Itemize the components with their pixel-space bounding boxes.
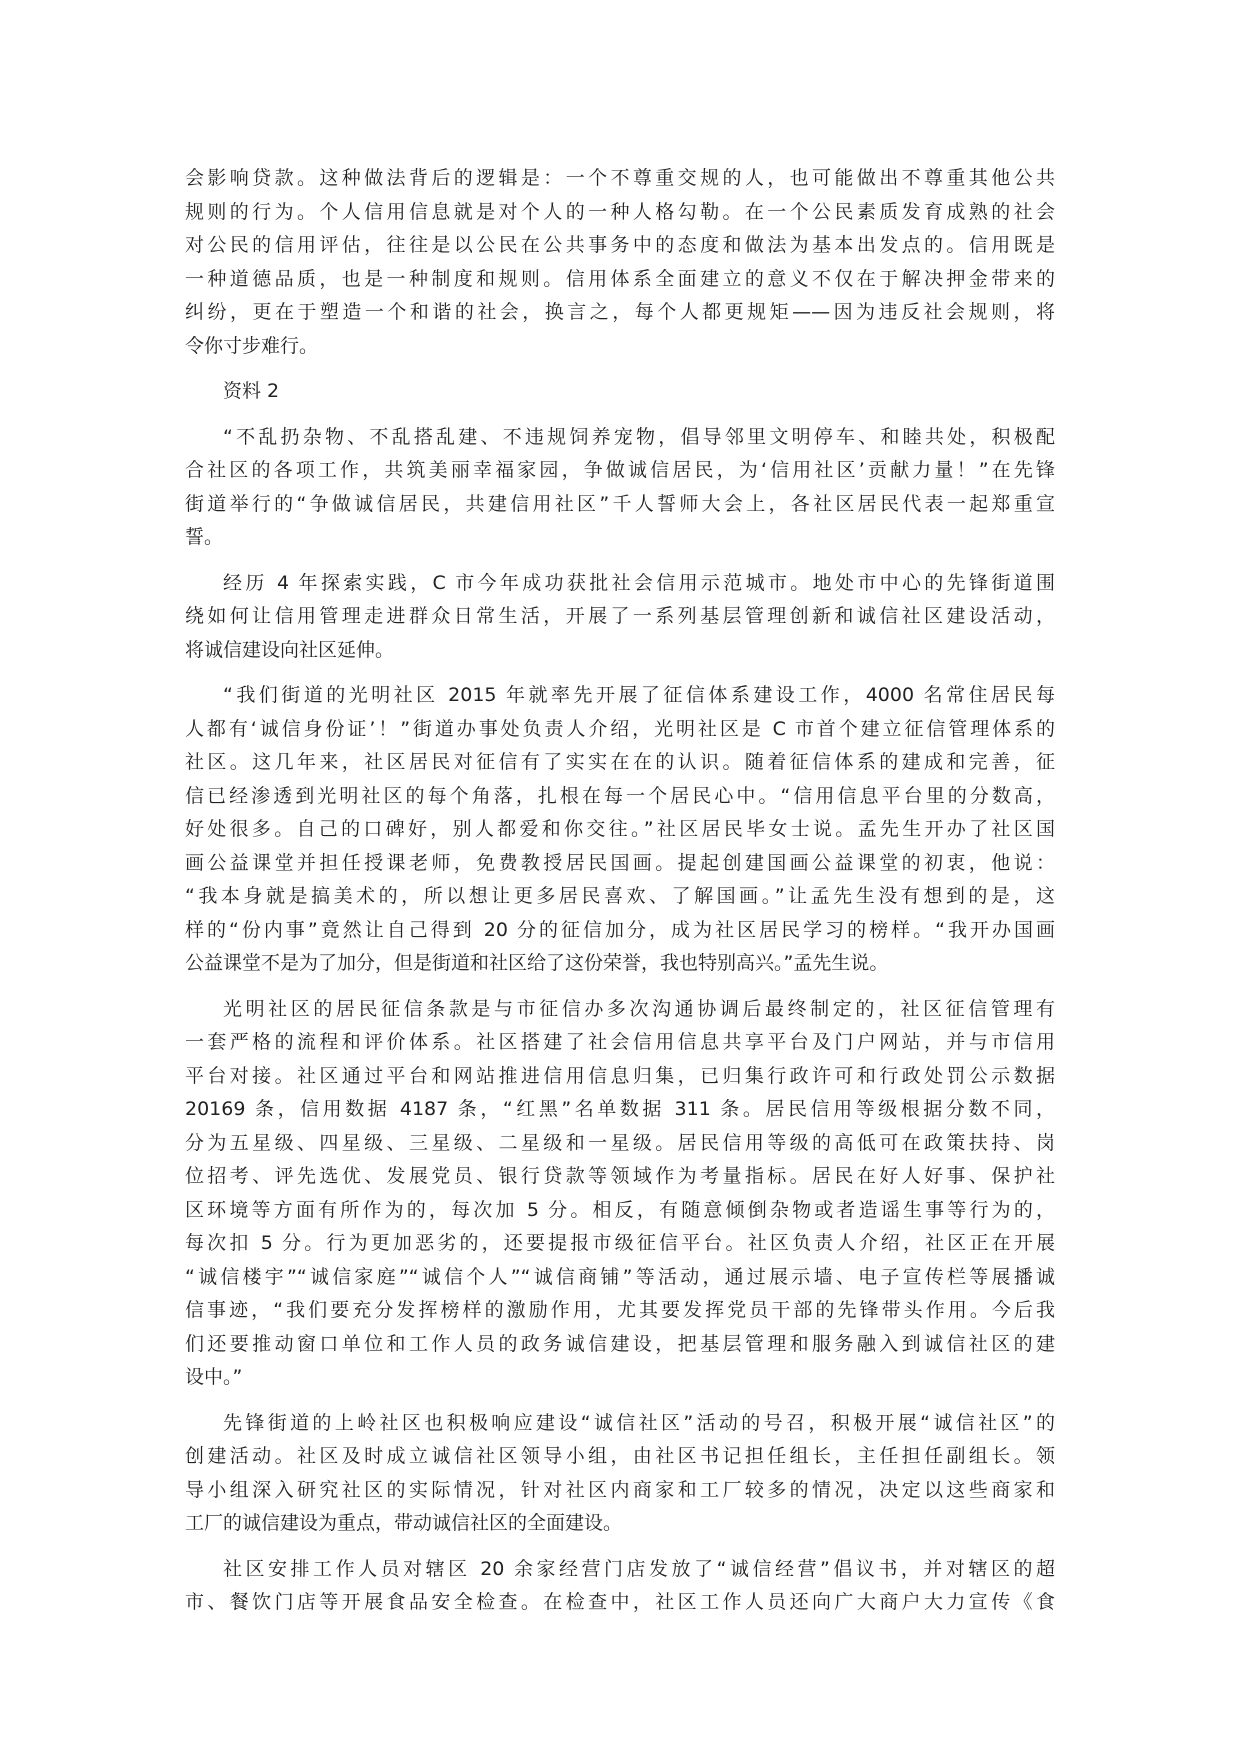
- text-line: 誓。: [185, 526, 224, 548]
- text-line: 绕如何让信用管理走进群众日常生活，开展了一系列基层管理创新和诚信社区建设活动，: [185, 605, 1055, 627]
- text-line: 对公民的信用评估，往往是以公民在公共事务中的态度和做法为基本出发点的。信用既是: [185, 234, 1055, 256]
- paragraph: [185, 162, 1055, 363]
- text-line: 将诚信建设向社区延伸。: [185, 638, 395, 661]
- text-line: 先锋街道的上岭社区也积极响应建设“诚信社区”活动的号召，积极开展“诚信社区”的: [223, 1411, 1055, 1434]
- text-line: 街道举行的“争做诚信居民，共建信用社区”千人誓师大会上，各社区居民代表一起郑重宣: [185, 492, 1055, 515]
- text-line: 样的“份内事”竟然让自己得到 20 分的征信加分，成为社区居民学习的榜样。“我开办国画: [185, 918, 1055, 941]
- text-line: 好处很多。自己的口碑好，别人都爱和你交往。”社区居民毕女士说。孟先生开办了社区国: [185, 818, 1055, 840]
- text-line: 人都有‘诚信身份证’！”街道办事处负责人介绍，光明社区是 C 市首个建立征信管理体系的: [185, 717, 1055, 740]
- text-line: 每次扣 5 分。行为更加恶劣的，还要提报市级征信平台。社区负责人介绍，社区正在开展: [185, 1232, 1055, 1254]
- text-line: 信已经渗透到光明社区的每个角落，扎根在每一个居民心中。“信用信息平台里的分数高，: [185, 784, 1055, 807]
- text-line: 平台对接。社区通过平台和网站推进信用信息归集，已归集行政许可和行政处罚公示数据: [185, 1064, 1055, 1087]
- text-line: 们还要推动窗口单位和工作人员的政务诚信建设，把基层管理和服务融入到诚信社区的建: [185, 1332, 1055, 1355]
- text-line: 创建活动。社区及时成立诚信社区领导小组，由社区书记担任组长，主任担任副组长。领: [185, 1445, 1055, 1467]
- text-line: 一种道德品质，也是一种制度和规则。信用体系全面建立的意义不仅在于解决押金带来的: [185, 267, 1055, 290]
- text-line: “我本身就是搞美术的，所以想让更多居民喜欢、了解国画。”让孟先生没有想到的是，这: [185, 885, 1055, 907]
- text-line: 市、餐饮门店等开展食品安全检查。在检查中，社区工作人员还向广大商户大力宣传《食: [185, 1591, 1055, 1613]
- text-line: 分为五星级、四星级、三星级、二星级和一星级。居民信用等级的高低可在政策扶持、岗: [185, 1131, 1055, 1154]
- text-line: 设中。”: [185, 1366, 243, 1388]
- text-line: 纠纷，更在于塑造一个和谐的社会，换言之，每个人都更规矩——因为违反社会规则，将: [185, 301, 1055, 323]
- paragraph: [185, 421, 1055, 555]
- text-line: 一套严格的流程和评价体系。社区搭建了社会信用信息共享平台及门户网站，并与市信用: [185, 1031, 1055, 1053]
- text-line: 画公益课堂并担任授课老师，免费教授居民国画。提起创建国画公益课堂的初衷，他说：: [185, 851, 1055, 874]
- text-line: 导小组深入研究社区的实际情况，针对社区内商家和工厂较多的情况，决定以这些商家和: [185, 1478, 1055, 1501]
- paragraph: [185, 567, 1055, 668]
- paragraph: [185, 679, 1055, 981]
- text-line: 社区。这几年来，社区居民对征信有了实实在在的认识。随着征信体系的建成和完善，征: [185, 751, 1055, 773]
- section-heading-text: 资料 2: [223, 380, 280, 402]
- text-line: 光明社区的居民征信条款是与市征信办多次沟通协调后最终制定的，社区征信管理有: [223, 997, 1055, 1020]
- paragraph: [185, 1407, 1055, 1541]
- text-line: 公益课堂不是为了加分，但是街道和社区给了这份荣誉，我也特别高兴。”孟先生说。: [185, 952, 889, 974]
- text-line: 令你寸步难行。: [185, 334, 319, 357]
- text-line: 社区安排工作人员对辖区 20 余家经营门店发放了“诚信经营”倡议书，并对辖区的超: [223, 1557, 1055, 1580]
- text-line: “我们街道的光明社区 2015 年就率先开展了征信体系建设工作，4000 名常住居民每: [223, 684, 1055, 706]
- document-body: [185, 162, 1055, 1632]
- text-line: 工厂的诚信建设为重点，带动诚信社区的全面建设。: [185, 1512, 623, 1534]
- text-line: 规则的行为。个人信用信息就是对个人的一种人格勾勒。在一个公民素质发育成熟的社会: [185, 200, 1055, 223]
- text-line: 会影响贷款。这种做法背后的逻辑是：一个不尊重交规的人，也可能做出不尊重其他公共: [185, 167, 1055, 189]
- text-line: 20169 条，信用数据 4187 条，“红黑”名单数据 311 条。居民信用等级根据分数不同，: [185, 1098, 1055, 1120]
- text-line: 区环境等方面有所作为的，每次加 5 分。相反，有随意倾倒杂物或者造谣生事等行为的，: [185, 1198, 1055, 1221]
- text-line: 信事迹，“我们要充分发挥榜样的激励作用，尤其要发挥党员干部的先锋带头作用。今后我: [185, 1299, 1055, 1321]
- paragraph: [185, 1553, 1055, 1620]
- text-line: “诚信楼宇”“诚信家庭”“诚信个人”“诚信商铺”等活动，通过展示墙、电子宣传栏等展播诚: [185, 1265, 1055, 1288]
- text-line: 位招考、评先选优、发展党员、银行贷款等领域作为考量指标。居民在好人好事、保护社: [185, 1165, 1055, 1187]
- section-heading: [185, 375, 1055, 409]
- text-line: 合社区的各项工作，共筑美丽幸福家园，争做诚信居民，为‘信用社区’贡献力量！”在先锋: [185, 459, 1055, 481]
- text-line: 经历 4 年探索实践，C 市今年成功获批社会信用示范城市。地处市中心的先锋街道围: [223, 571, 1055, 594]
- paragraph: [185, 993, 1055, 1395]
- text-line: “不乱扔杂物、不乱搭乱建、不违规饲养宠物，倡导邻里文明停车、和睦共处，积极配: [223, 425, 1055, 448]
